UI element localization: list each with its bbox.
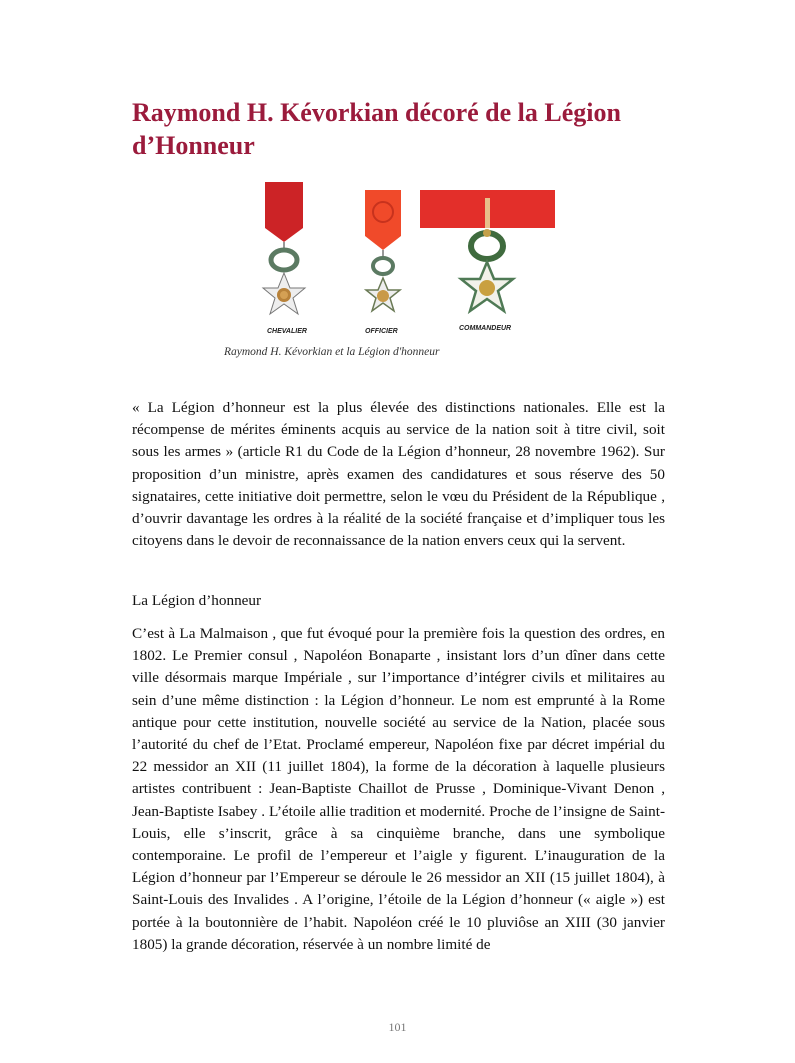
legion-honneur-medals-image — [255, 178, 555, 338]
page-number: 101 — [388, 1020, 407, 1034]
medals-figure — [255, 178, 555, 338]
history-paragraph: C’est à La Malmaison , que fut évoqué pour la première fois la question des ordres, en 1802. Le Premier consul , Napoléon Bonaparte , insistant lors d’un dîner dans cette ville désormais marque Impériale , sur l’importance d’intégrer civils et militaires au sein d’une même distinction : la Légion d’honneur. Le nom est emprunté à la Rome antique pour cette institution, nouvelle société au service de la Nation, placée sous l’autorité du chef de l’Etat. Proclamé empereur, Napoléon fixe par décret impérial du 22 messidor an XII (11 juillet 1804), la forme de la décoration à laquelle plusieurs artistes contribuent : Jean-Baptiste Chaillot de Prusse , Dominique-Vivant Denon , Jean-Baptiste Isabey . L’étoile allie tradition et modernité. Proche de l’insigne de Saint-Louis, elle s’inscrit, grâce à sa cinquième branche, dans une symbolique contemporaine. Le profil de l’empereur et l’aigle y figurent. L’inauguration de la Légion d’honneur par l’Empereur se déroule le 26 messidor an XII (15 juillet 1804), à Saint-Louis des Invalides . A l’origine, l’étoile de la Légion d’honneur (« aigle ») est portée à la boutonnière de l’habit. Napoléon créé le 10 pluviôse an XIII (30 janvier 1805) la grande décoration, réservée à un nombre limité de — [132, 625, 665, 953]
figure-caption: Raymond H. Kévorkian et la Légion d'honneur — [224, 346, 440, 358]
chevalier-medal-icon — [263, 182, 307, 335]
svg-text:CHEVALIER: CHEVALIER — [267, 328, 307, 335]
svg-text:OFFICIER: OFFICIER — [365, 328, 398, 335]
commandeur-medal-icon — [420, 190, 555, 332]
officier-medal-icon — [365, 190, 401, 335]
page-title: Raymond H. Kévorkian décoré de la Légion d’Honneur — [132, 98, 621, 160]
section-heading: La Légion d’honneur — [132, 592, 262, 609]
svg-text:COMMANDEUR: COMMANDEUR — [459, 325, 512, 332]
intro-paragraph: « La Légion d’honneur est la plus élevée des distinctions nationales. Elle est la récompense de mérites éminents acquis au service de la nation soit à titre civil, soit sous les armes » (article R1 du Code de la Légion d’honneur, 28 novembre 1962). Sur proposition d’un ministre, après examen des candidatures et sous réserve des 50 signataires, cette initiative doit permettre, selon le vœu du Président de la République , d’ouvrir davantage les ordres à la réalité de la société française et d’impliquer tous les citoyens dans le devoir de reconnaissance de la nation envers ceux qui la servent. — [132, 399, 665, 550]
